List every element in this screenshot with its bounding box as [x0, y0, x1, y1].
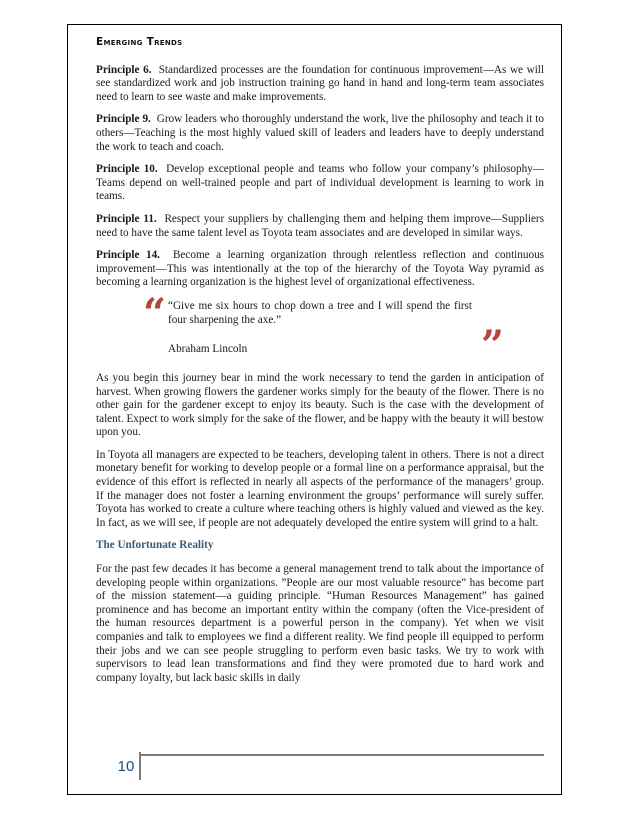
principle-text: Grow leaders who thoroughly understand the work, live the philosophy and teach it to others—Teaching is the most highly valued skill of leaders and leaders have to deeply understand the work to teach and coach. — [96, 113, 545, 153]
principle-text: Standardized processes are the foundation for continuous improvement—As we will see standardized work and job instruction training go hand in hand and long-term team associates need to learn to see waste and make improvements. — [96, 63, 545, 103]
principle-label: Principle 10. — [96, 163, 158, 176]
principle-6 — [96, 64, 544, 105]
footer-rule — [141, 754, 544, 756]
pull-quote — [96, 289, 544, 369]
principle-label: Principle 6. — [96, 63, 152, 76]
principle-11 — [96, 213, 544, 240]
principle-label: Principle 11. — [96, 212, 157, 225]
page-number: 10 — [117, 758, 135, 775]
principle-label: Principle 9. — [96, 113, 151, 126]
principle-10 — [96, 163, 544, 204]
principle-text: Respect your suppliers by challenging them and helping them improve—Suppliers need to have the same talent level as Toyota team associates and are developed in similar ways. — [96, 212, 544, 239]
section-heading: The Unfortunate Reality — [96, 539, 214, 552]
paragraph-reality: For the past few decades it has become a general management trend to talk about the importance of developing people within organizations. ”People are our most valuable resource” has become part of the mission statement—a guiding principle. “Human Resources Management” has gained prominence and has become an important entity within the company (often the Vice-president of the human resources department is a powerful person in the company). Yet when we visit companies and talk to employees we find a different reality. We find people ill equipped to perform their jobs and we can see people struggling to perform even basic tasks. We try to work with supervisors to lead lean transformations and find they were promoted due to hard work and company loyalty, but lack basic skills in daily — [96, 563, 544, 684]
principle-text: Develop exceptional people and teams who follow your company’s philosophy—Teams depend on well-trained people and part of individual development is learning to work in teams. — [96, 163, 544, 203]
close-quote-icon: ” — [481, 321, 505, 369]
principle-text: Become a learning organization through relentless reflection and continuous improvement—This was intentionally at the top of the hierarchy of the Toyota Way pyramid as becoming a learning organization is the highest level of organizational effectiveness. — [96, 249, 545, 289]
paragraph-journey: As you begin this journey bear in mind the work necessary to tend the garden in anticipation of harvest. When growing flowers the gardener works simply for the beauty of the flower. There is no other gain for the gardener except to enjoy its beauty. Such is the case with the development of talent. Expect to work simply for the sake of the flower, and be happy with the beauty it will bestow upon you. — [96, 371, 544, 439]
running-header: Emerging Trends — [96, 36, 183, 48]
principle-label: Principle 14. — [96, 249, 160, 262]
principle-14 — [96, 249, 544, 290]
paragraph-toyota: In Toyota all managers are expected to be teachers, developing talent in others. There is not a direct monetary benefit for working to develop people or a formal line on a performance appraisal, but the evidence of this effort is reflected in nearly all aspects of the performance of the managers’ group. If the manager does not foster a learning environment the groups’ performance will surely suffer. Toyota has worked to create a culture where teaching others is highly valued and viewed as the key. In fact, as we will see, if people are not adequately developed the entire system will grind to a halt. — [96, 448, 544, 529]
quote-author: Abraham Lincoln — [168, 342, 248, 355]
principle-9 — [96, 113, 544, 154]
open-quote-icon: “ — [143, 289, 167, 337]
page-content — [96, 32, 544, 694]
page-number-divider — [139, 752, 141, 780]
quote-text: “Give me six hours to chop down a tree and I will spend the first four sharpening the axe.” — [168, 299, 472, 326]
